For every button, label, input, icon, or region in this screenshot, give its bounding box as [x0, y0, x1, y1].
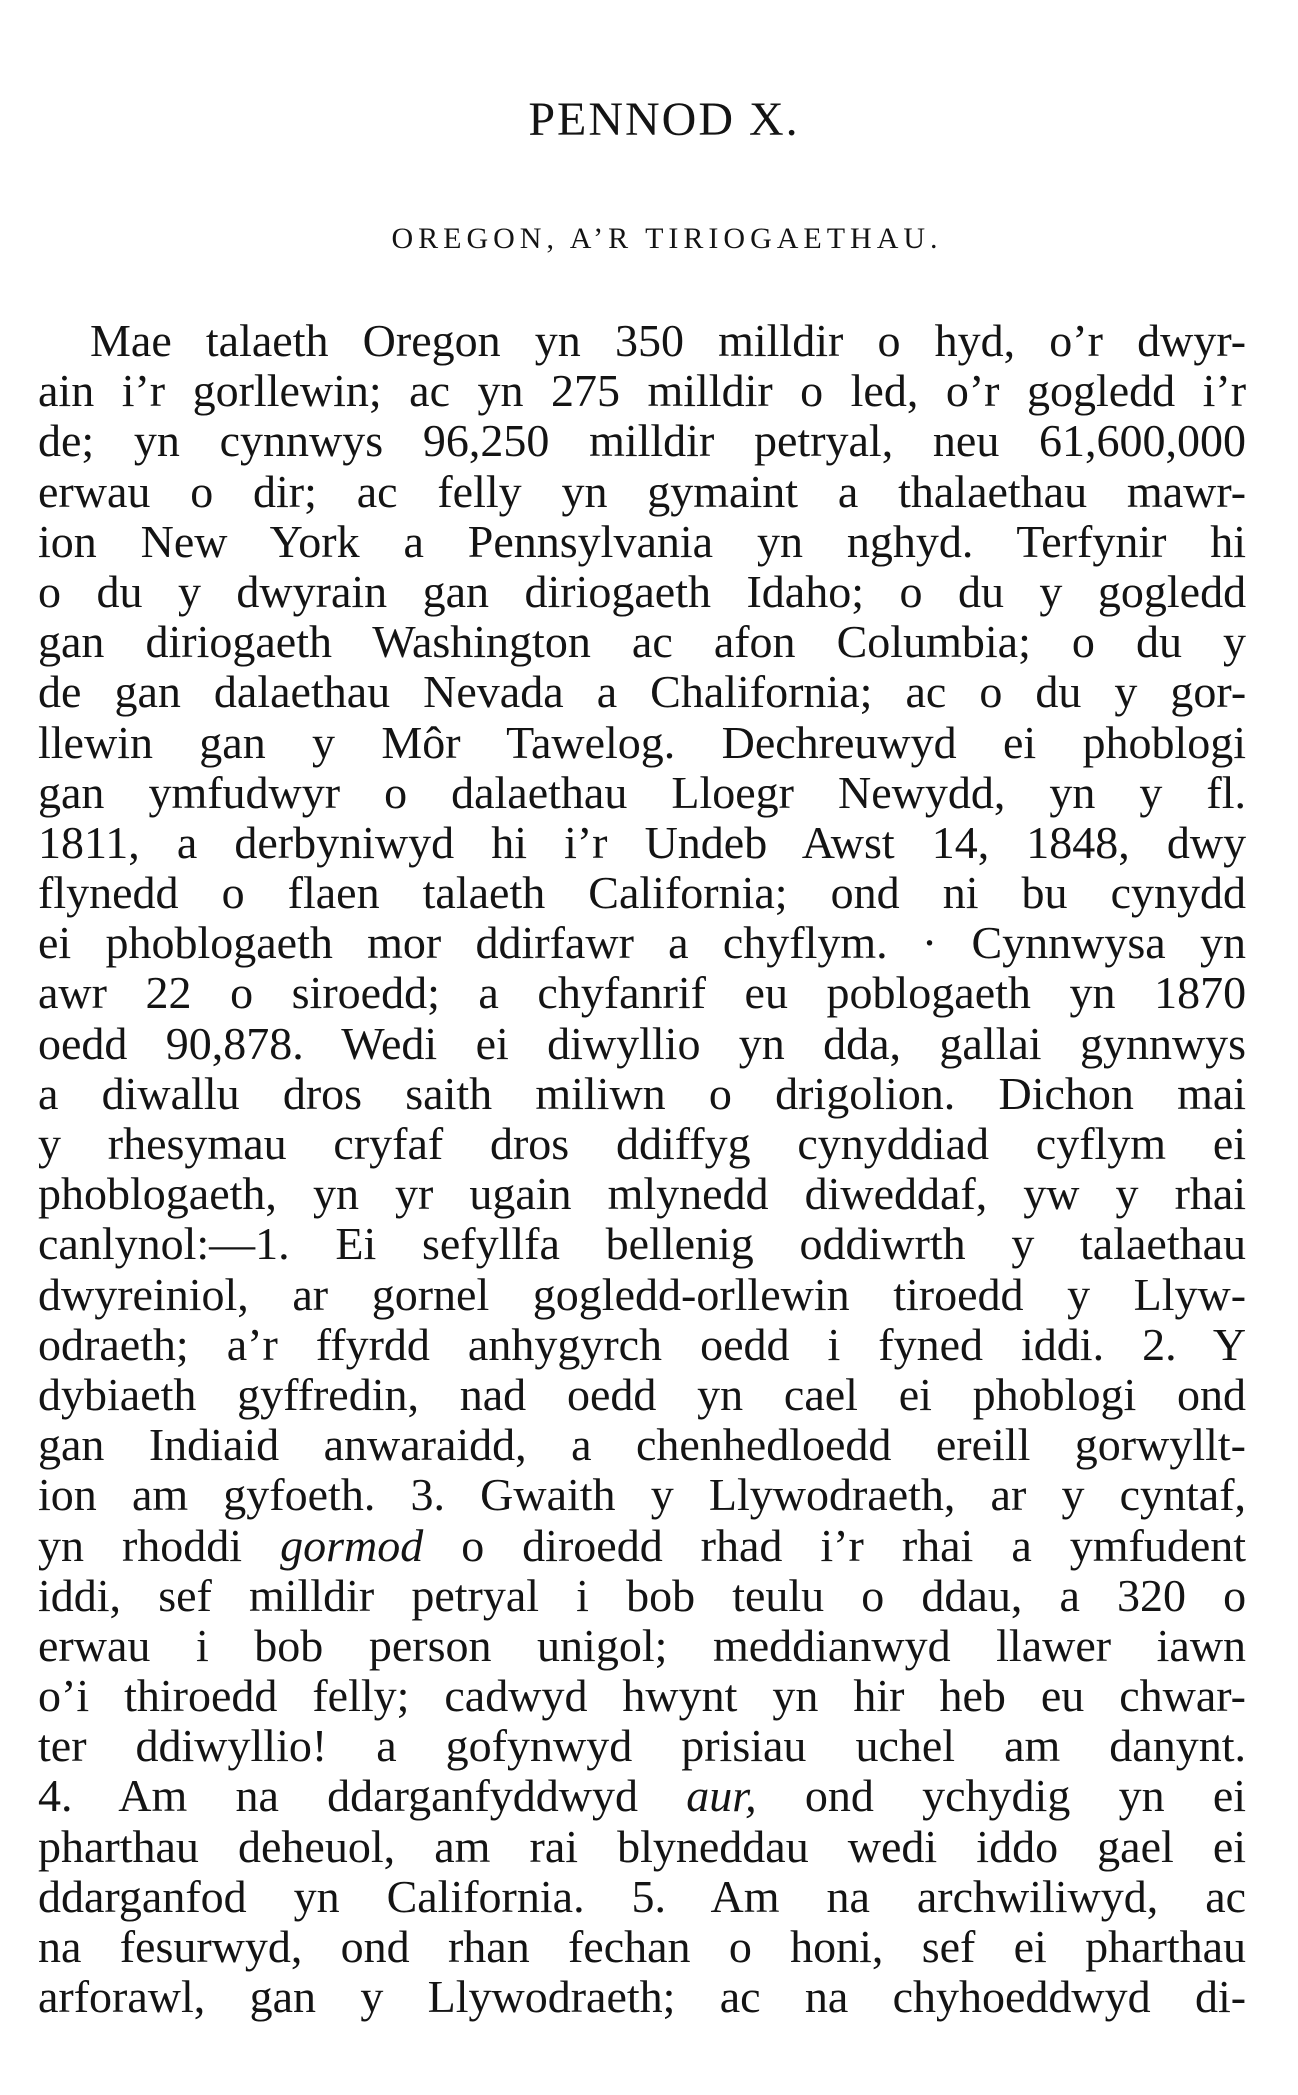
text-line: gan diriogaeth Washington ac afon Columbia; o du y [38, 617, 1246, 668]
text-line: ei phoblogaeth mor ddirfawr a chyflym. · Cynnwysa yn [38, 918, 1246, 969]
text-line: erwau o dir; ac felly yn gymaint a thalaethau mawr- [38, 466, 1246, 517]
text-line: 1811, a derbyniwyd hi i’r Undeb Awst 14, 1848, dwy [38, 817, 1246, 868]
text-line: Mae talaeth Oregon yn 350 milldir o hyd, o’r dwyr- [90, 316, 1246, 366]
text-line: canlynol:—1. Ei sefyllfa bellenig oddiwrth y talaethau [38, 1219, 1246, 1270]
text-line: ter ddiwyllio! a gofynwyd prisiau uchel am danynt. [38, 1721, 1246, 1772]
text-line: pharthau deheuol, am rai blyneddau wedi iddo gael ei [38, 1821, 1246, 1872]
chapter-title: PENNOD X. [528, 93, 800, 146]
text-line: dwyreiniol, ar gornel gogledd-orllewin tiroedd y Llyw- [38, 1269, 1246, 1320]
text-line: de gan dalaethau Nevada a Chalifornia; ac o du y gor- [38, 667, 1246, 718]
text-line: yn rhoddi gormod o diroedd rhad i’r rhai a ymfudent [38, 1520, 1246, 1571]
body-paragraph [38, 316, 1246, 2022]
text-line: iddi, sef milldir petryal i bob teulu o ddau, a 320 o [38, 1570, 1246, 1621]
text-line: de; yn cynnwys 96,250 milldir petryal, neu 61,600,000 [38, 416, 1246, 467]
text-line: phoblogaeth, yn yr ugain mlynedd diweddaf, yw y rhai [38, 1169, 1246, 1220]
text-line: gan ymfudwyr o dalaethau Lloegr Newydd, yn y fl. [38, 767, 1246, 818]
text-line: ddarganfod yn California. 5. Am na archwiliwyd, ac [38, 1871, 1246, 1922]
text-line: erwau i bob person unigol; meddianwyd llawer iawn [38, 1620, 1246, 1671]
text-line: o du y dwyrain gan diriogaeth Idaho; o du y gogledd [38, 566, 1246, 617]
text-line: a diwallu dros saith miliwn o drigolion. Dichon mai [38, 1068, 1246, 1119]
text-line: 4. Am na ddarganfyddwyd aur, ond ychydig yn ei [38, 1771, 1246, 1822]
text-line: awr 22 o siroedd; a chyfanrif eu poblogaeth yn 1870 [38, 968, 1246, 1019]
section-title: OREGON, A’R TIRIOGAETHAU. [391, 222, 943, 255]
text-line: llewin gan y Môr Tawelog. Dechreuwyd ei phoblogi [38, 717, 1246, 768]
text-line: na fesurwyd, ond rhan fechan o honi, sef ei pharthau [38, 1922, 1246, 1972]
text-line: oedd 90,878. Wedi ei diwyllio yn dda, gallai gynnwys [38, 1018, 1246, 1069]
text-line: odraeth; a’r ffyrdd anhygyrch oedd i fyned iddi. 2. Y [38, 1319, 1246, 1370]
text-line: dybiaeth gyffredin, nad oedd yn cael ei phoblogi ond [38, 1369, 1246, 1420]
text-line: gan Indiaid anwaraidd, a chenhedloedd ereill gorwyllt- [38, 1420, 1246, 1471]
text-line: ion am gyfoeth. 3. Gwaith y Llywodraeth, ar y cyntaf, [38, 1470, 1246, 1521]
text-line: ion New York a Pennsylvania yn nghyd. Terfynir hi [38, 516, 1246, 567]
text-line: o’i thiroedd felly; cadwyd hwynt yn hir heb eu chwar- [38, 1671, 1246, 1722]
text-line: flynedd o flaen talaeth California; ond ni bu cynydd [38, 868, 1246, 919]
text-line: arforawl, gan y Llywodraeth; ac na chyhoeddwyd di- [38, 1972, 1246, 2023]
text-line: ain i’r gorllewin; ac yn 275 milldir o led, o’r gogledd i’r [38, 366, 1246, 417]
text-line: y rhesymau cryfaf dros ddiffyg cynyddiad cyflym ei [38, 1119, 1246, 1169]
